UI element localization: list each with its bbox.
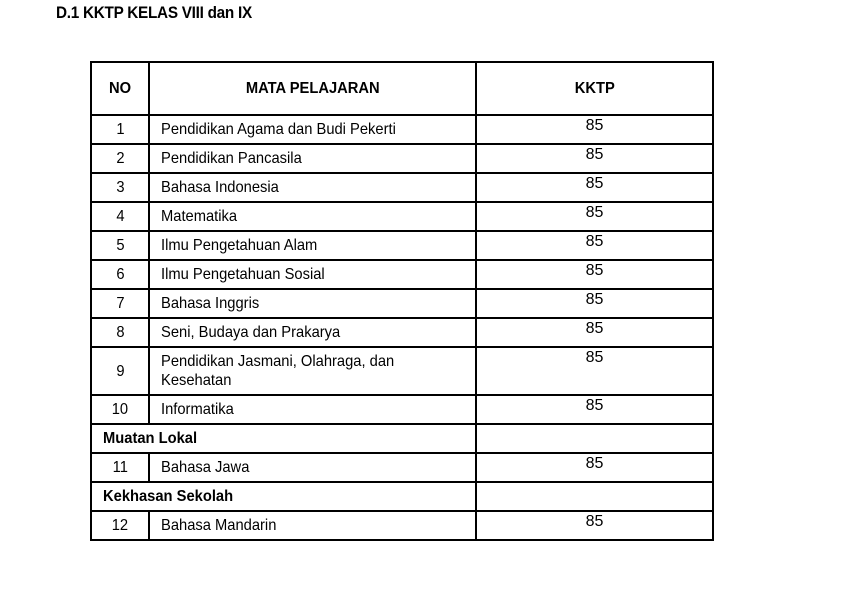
subject-name: Bahasa Jawa: [149, 453, 476, 482]
row-number: 8: [91, 318, 149, 347]
group-row-muatan-lokal: [91, 424, 713, 453]
kktp-table: [90, 61, 714, 541]
section-heading: D.1 KKTP KELAS VIII dan IX: [56, 3, 252, 22]
table-row: [91, 115, 713, 144]
subject-name: Ilmu Pengetahuan Alam: [149, 231, 476, 260]
subject-name: Pendidikan Agama dan Budi Pekerti: [149, 115, 476, 144]
table-row: [91, 202, 713, 231]
row-number: 9: [91, 347, 149, 395]
kktp-value: 85: [476, 260, 713, 289]
row-number: 3: [91, 173, 149, 202]
row-number: 7: [91, 289, 149, 318]
subject-name: Ilmu Pengetahuan Sosial: [149, 260, 476, 289]
kktp-value: 85: [476, 202, 713, 231]
kktp-value: 85: [476, 289, 713, 318]
row-number: 1: [91, 115, 149, 144]
row-number: 5: [91, 231, 149, 260]
subject-name: Matematika: [149, 202, 476, 231]
kktp-value: 85: [476, 395, 713, 424]
subject-name: Informatika: [149, 395, 476, 424]
kktp-value: 85: [476, 511, 713, 540]
kktp-value: 85: [476, 173, 713, 202]
subject-name: Pendidikan Pancasila: [149, 144, 476, 173]
table-row: [91, 231, 713, 260]
subject-name: Bahasa Indonesia: [149, 173, 476, 202]
row-number: 12: [91, 511, 149, 540]
table-row: [91, 289, 713, 318]
subject-name: Pendidikan Jasmani, Olahraga, dan Kesehatan: [149, 347, 476, 395]
table-row: [91, 173, 713, 202]
group-label: Muatan Lokal: [91, 424, 476, 453]
header-kktp: KKTP: [476, 62, 713, 115]
group-label: Kekhasan Sekolah: [91, 482, 476, 511]
empty-cell: [476, 424, 713, 453]
subject-name: Bahasa Inggris: [149, 289, 476, 318]
empty-cell: [476, 482, 713, 511]
table-header-row: [91, 62, 713, 115]
row-number: 10: [91, 395, 149, 424]
group-row-kekhasan-sekolah: [91, 482, 713, 511]
subject-name: Seni, Budaya dan Prakarya: [149, 318, 476, 347]
kktp-value: 85: [476, 115, 713, 144]
table-row: [91, 318, 713, 347]
header-no: NO: [91, 62, 149, 115]
table-row: [91, 395, 713, 424]
kktp-value: 85: [476, 453, 713, 482]
header-mata-pelajaran: MATA PELAJARAN: [149, 62, 476, 115]
row-number: 11: [91, 453, 149, 482]
table-row: [91, 260, 713, 289]
kktp-value: 85: [476, 144, 713, 173]
row-number: 6: [91, 260, 149, 289]
table-row: [91, 347, 713, 395]
row-number: 4: [91, 202, 149, 231]
table-row: [91, 453, 713, 482]
row-number: 2: [91, 144, 149, 173]
subject-name: Bahasa Mandarin: [149, 511, 476, 540]
kktp-value: 85: [476, 318, 713, 347]
table-row: [91, 144, 713, 173]
kktp-value: 85: [476, 347, 713, 395]
table-row: [91, 511, 713, 540]
kktp-value: 85: [476, 231, 713, 260]
